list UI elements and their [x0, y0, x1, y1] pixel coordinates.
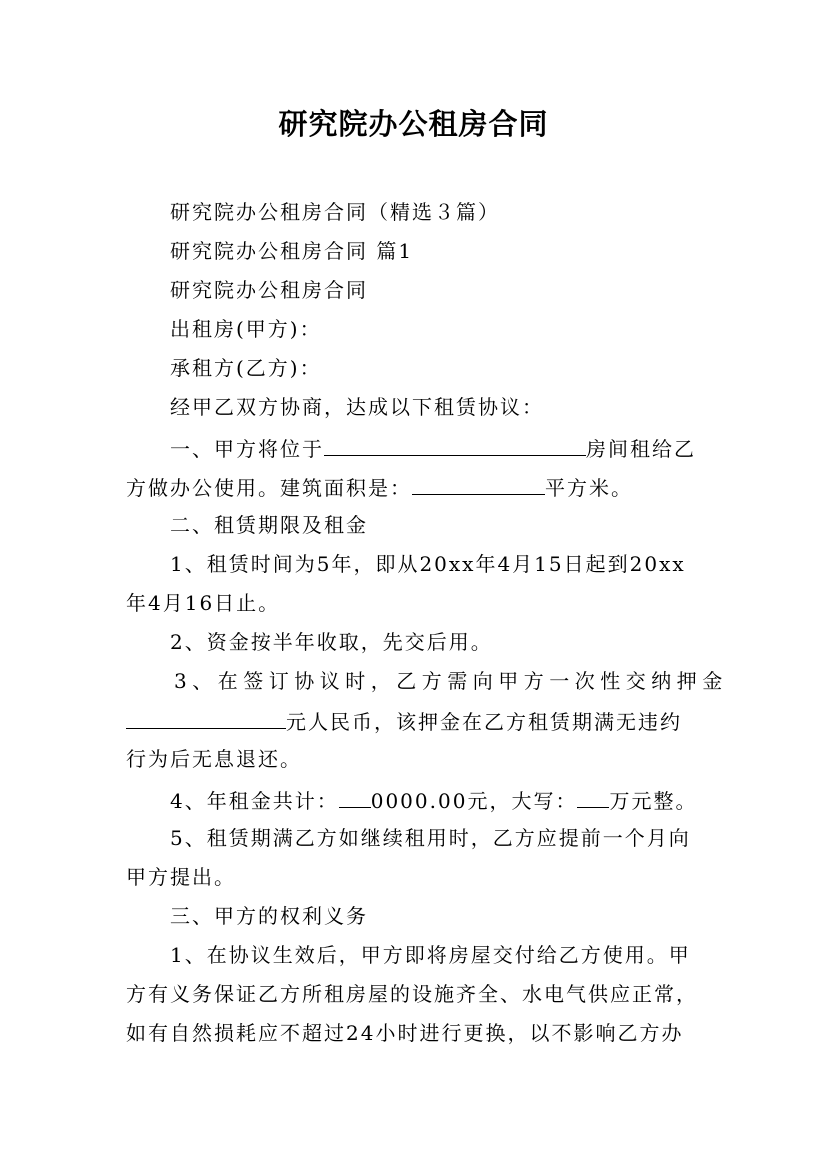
section-3-heading: 三、甲方的权利义务	[170, 904, 368, 928]
rights-line-1: 1、在协议生效后，甲方即将房屋交付给乙方使用。甲	[170, 943, 691, 967]
clause-1-text-d: 平方米。	[545, 476, 633, 500]
clause-1-text-b: 房间租给乙	[586, 437, 696, 461]
blank-rent-words	[577, 785, 609, 808]
deposit-text: 元人民币，该押金在乙方租赁期满无违约	[286, 710, 682, 734]
blank-location	[324, 433, 586, 456]
agreement-intro: 经甲乙双方协商，达成以下租赁协议：	[170, 395, 544, 419]
rights-line-2: 方有义务保证乙方所租房屋的设施齐全、水电气供应正常，	[126, 982, 698, 1006]
blank-deposit	[126, 706, 286, 729]
deposit-line-3: 行为后无息退还。	[126, 747, 302, 771]
rent-text-b: 0000.00元，大写：	[370, 789, 578, 813]
deposit-line-1: 3、在签订协议时，乙方需向甲方一次性交纳押金	[174, 669, 728, 693]
payment-line: 2、资金按半年收取，先交后用。	[170, 630, 493, 654]
term-line-2: 年4月16日止。	[126, 591, 281, 615]
term-line-1: 1、租赁时间为5年，即从20xx年4月15日起到20xx	[170, 552, 686, 576]
renewal-line-2: 甲方提出。	[126, 865, 236, 889]
clause-1-text-c: 方做办公使用。建筑面积是：	[126, 476, 412, 500]
renewal-line-1: 5、租赁期满乙方如继续租用时，乙方应提前一个月向	[170, 826, 691, 850]
rights-line-3: 如有自然损耗应不超过24小时进行更换，以不影响乙方办	[126, 1021, 684, 1045]
deposit-line-2	[126, 706, 682, 736]
document-title: 研究院办公租房合同	[278, 107, 549, 141]
clause-1-line-2	[126, 472, 633, 502]
blank-rent-amount	[339, 785, 371, 808]
clause-1-text-a: 一、甲方将位于	[170, 437, 324, 461]
section-2-heading: 二、租赁期限及租金	[170, 513, 368, 537]
blank-area	[412, 472, 545, 495]
party-a-line: 出租房(甲方)：	[170, 317, 322, 341]
subtitle-line: 研究院办公租房合同（精选３篇）	[170, 200, 500, 224]
section-heading: 研究院办公租房合同 篇1	[170, 239, 414, 263]
party-b-line: 承租方(乙方)：	[170, 356, 322, 380]
rent-text-c: 万元整。	[609, 789, 698, 813]
clause-1-line-1	[170, 433, 696, 463]
rent-total-line	[170, 785, 697, 815]
contract-name: 研究院办公租房合同	[170, 278, 368, 302]
rent-text-a: 4、年租金共计：	[170, 789, 339, 813]
